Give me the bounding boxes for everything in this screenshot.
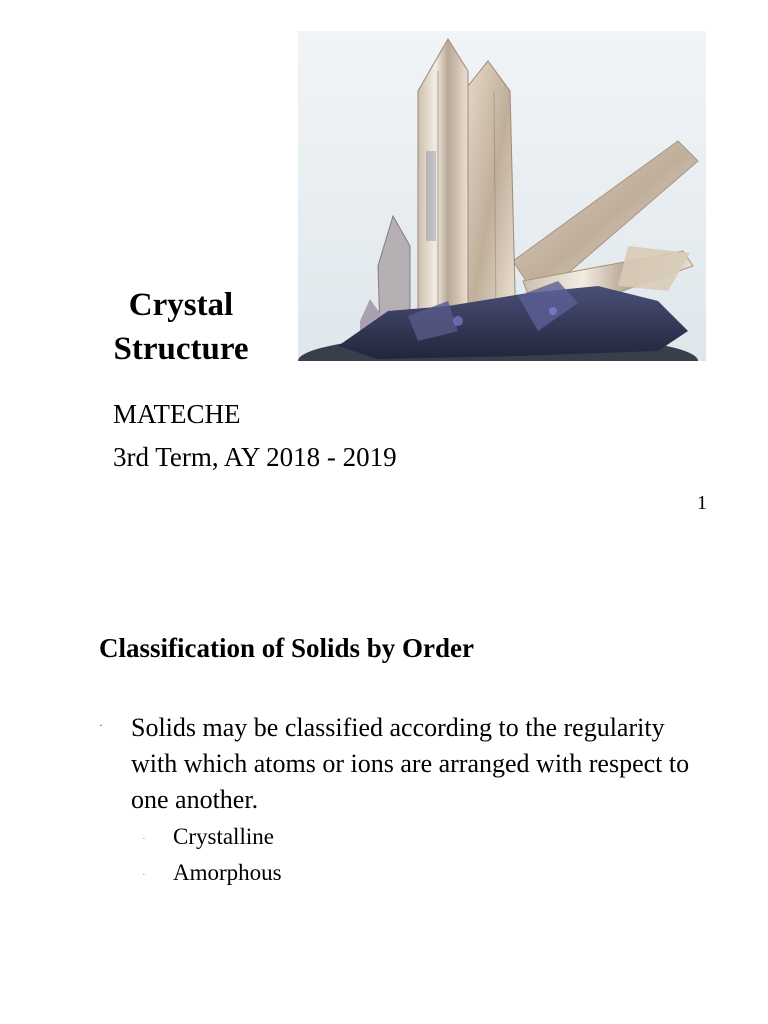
slide-classification — [0, 560, 768, 1024]
bullet-marker: · — [99, 718, 103, 732]
sub-bullet-item — [0, 822, 768, 856]
sub-bullet-marker: · — [142, 869, 146, 881]
title-line-1: Crystal — [128, 287, 234, 323]
term-text: 3rd Term, AY 2018 - 2019 — [113, 442, 397, 472]
page-number: 1 — [697, 492, 707, 514]
sub-bullet-amorphous: Amorphous — [173, 860, 282, 885]
course-code: MATECHE — [113, 399, 241, 429]
crystal-photo — [298, 31, 706, 361]
sub-bullet-marker: · — [142, 833, 146, 845]
sub-bullet-item — [0, 858, 768, 892]
title-line-2: Structure — [113, 331, 249, 367]
section-heading: Classification of Solids by Order — [99, 633, 475, 663]
bullet-item — [0, 710, 768, 830]
bullet-text: Solids may be classified according to the regularity with which atoms or ions are arranged with respect to one another. — [131, 713, 690, 814]
sub-bullet-crystalline: Crystalline — [173, 824, 274, 849]
presentation-title — [96, 283, 266, 371]
